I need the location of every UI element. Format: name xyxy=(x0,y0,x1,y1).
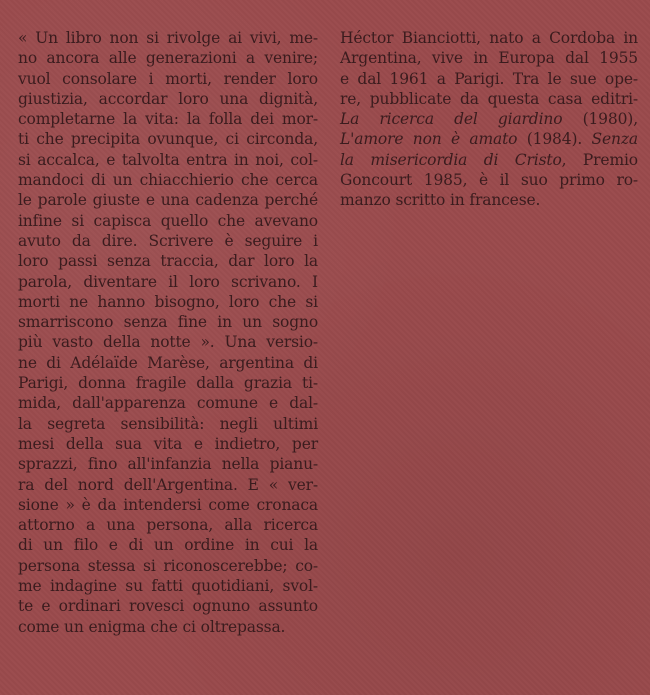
text-line: parola, diventare il loro scrivano. I xyxy=(18,272,318,291)
text-line xyxy=(340,109,638,129)
author-bio-column xyxy=(340,28,638,211)
text-line: ti che precipita ovunque, ci circonda, xyxy=(18,130,318,149)
book-title: L'amore non è amato xyxy=(340,130,518,149)
text-fragment: , Premio xyxy=(561,150,638,169)
text-line: di un filo e di un ordine in cui la xyxy=(18,536,318,555)
text-line: Héctor Bianciotti, nato a Cordoba in xyxy=(340,29,638,47)
text-line: sprazzi, fino all'infanzia nella pianu- xyxy=(18,455,318,474)
text-line: Goncourt 1985, è il suo primo ro- xyxy=(340,171,638,190)
text-line: giustizia, accordar loro una dignità, xyxy=(18,89,318,108)
text-fragment: (1984). xyxy=(517,130,592,149)
text-line: morti ne hanno bisogno, loro che si xyxy=(18,292,318,311)
text-line: « Un libro non si rivolge ai vivi, me- xyxy=(18,29,318,47)
text-line: attorno a una persona, alla ricerca xyxy=(18,516,318,535)
text-line: si accalca, e talvolta entra in noi, col- xyxy=(18,150,318,169)
book-title: la misericordia di Cristo xyxy=(340,150,562,169)
text-line: mandoci di un chiacchierio che cerca xyxy=(18,171,318,190)
text-fragment: (1980), xyxy=(562,110,638,129)
text-line: te e ordinari rovesci ognuno assunto xyxy=(18,597,318,616)
text-line xyxy=(340,129,638,149)
text-line: e dal 1961 a Parigi. Tra le sue ope- xyxy=(340,69,638,88)
text-line: le parole giuste e una cadenza perché xyxy=(18,191,318,210)
text-line: più vasto della notte ». Una versio- xyxy=(18,333,318,352)
book-title: Senza xyxy=(591,130,638,149)
text-line: la segreta sensibilità: negli ultimi xyxy=(18,414,318,433)
text-line: manzo scritto in francese. xyxy=(340,191,541,210)
text-line: vuol consolare i morti, render loro xyxy=(18,69,318,88)
text-line: completarne la vita: la folla dei mor- xyxy=(18,110,318,129)
text-line: avuto da dire. Scrivere è seguire i xyxy=(18,231,318,250)
text-line: infine si capisca quello che avevano xyxy=(18,211,318,230)
text-line: re, pubblicate da questa casa editri- xyxy=(340,89,638,108)
text-line: sione » è da intendersi come cronaca xyxy=(18,495,318,514)
text-line: me indagine su fatti quotidiani, svol- xyxy=(18,577,318,596)
text-line: no ancora alle generazioni a venire; xyxy=(18,49,318,68)
text-line: Argentina, vive in Europa dal 1955 xyxy=(340,49,638,68)
text-line: loro passi senza traccia, dar loro la xyxy=(18,252,318,271)
text-line: come un enigma che ci oltrepassa. xyxy=(18,617,286,636)
text-line: mida, dall'apparenza comune e dal- xyxy=(18,394,318,413)
left-text-column xyxy=(18,28,318,637)
text-line: ne di Adélaïde Marèse, argentina di xyxy=(18,353,318,372)
text-line xyxy=(340,150,638,170)
text-line: Parigi, donna fragile dalla grazia ti- xyxy=(18,374,318,393)
text-line: ra del nord dell'Argentina. E « ver- xyxy=(18,475,318,494)
text-line: mesi della sua vita e indietro, per xyxy=(18,434,318,453)
text-line: smarriscono senza fine in un sogno xyxy=(18,313,318,332)
book-title: La ricerca del giardino xyxy=(340,110,563,129)
text-line: persona stessa si riconoscerebbe; co- xyxy=(18,556,318,575)
